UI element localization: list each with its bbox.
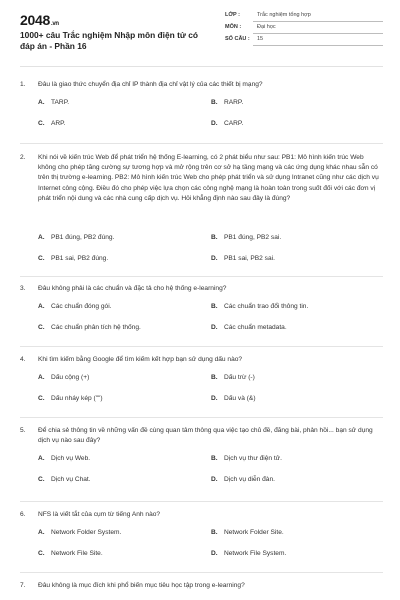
question-1: [20, 80, 383, 134]
option-text: CARP.: [224, 120, 244, 128]
option-text: TARP.: [51, 99, 70, 107]
option-letter: C.: [38, 395, 45, 403]
option-c[interactable]: [38, 475, 208, 485]
option-d[interactable]: [211, 254, 381, 264]
question-2: [20, 153, 383, 204]
question-divider: [20, 143, 383, 144]
option-text: Dịch vụ Web.: [51, 455, 91, 463]
option-text: PB1 sai, PB2 sai.: [224, 255, 275, 262]
info-panel: [223, 10, 383, 46]
option-text: PB1 đúng, PB2 sai.: [224, 234, 282, 241]
option-text: Network Folder System.: [51, 529, 122, 537]
info-key: MÔN :: [225, 24, 242, 30]
option-letter: B.: [211, 529, 218, 537]
option-text: Network File System.: [224, 550, 287, 558]
question-6: [20, 510, 383, 564]
option-c[interactable]: [38, 394, 208, 404]
option-text: Các chuẩn metadata.: [224, 324, 287, 332]
option-a[interactable]: [38, 373, 208, 383]
option-c[interactable]: [38, 254, 208, 264]
option-text: Các chuẩn đóng gói.: [51, 303, 112, 311]
question-divider: [20, 501, 383, 502]
question-header: [20, 581, 383, 591]
question-number: 6.: [20, 511, 26, 518]
info-row-class: [223, 10, 383, 22]
option-a[interactable]: [38, 454, 208, 464]
question-text: NFS là viết tắt của cụm từ tiếng Anh nào?: [38, 511, 161, 518]
option-letter: D.: [211, 395, 218, 403]
info-key: LỚP :: [225, 12, 240, 18]
option-letter: D.: [211, 120, 218, 128]
header-divider: [20, 66, 383, 67]
question-5: [20, 426, 383, 490]
option-text: ARP.: [51, 120, 66, 128]
option-text: Dịch vụ Chat.: [51, 476, 91, 484]
page-header: [0, 0, 400, 66]
option-d[interactable]: [211, 475, 381, 485]
question-divider: [20, 417, 383, 418]
option-text: Các chuẩn phân tích hệ thống.: [51, 324, 141, 332]
question-number: 4.: [20, 356, 26, 363]
option-letter: B.: [211, 234, 218, 241]
info-value: 15: [257, 36, 264, 42]
question-header: [20, 510, 383, 520]
option-b[interactable]: [211, 528, 381, 538]
question-number: 7.: [20, 582, 26, 589]
option-letter: C.: [38, 120, 45, 128]
option-c[interactable]: [38, 119, 208, 129]
option-letter: A.: [38, 303, 45, 311]
question-number: 2.: [20, 154, 26, 161]
answer-options: [20, 373, 383, 409]
option-text: PB1 sai, PB2 đúng.: [51, 255, 109, 262]
question-header: [20, 80, 383, 90]
option-c[interactable]: [38, 323, 208, 333]
option-b[interactable]: [211, 233, 381, 243]
option-letter: D.: [211, 476, 218, 484]
option-letter: C.: [38, 324, 45, 332]
logo-main: 2048: [20, 12, 50, 28]
document-title: 1000+ câu Trắc nghiệm Nhập môn điện tử có đáp án - Phần 16: [20, 30, 199, 51]
option-text: Dịch vụ diễn đàn.: [224, 476, 275, 484]
option-letter: C.: [38, 255, 45, 262]
question-header: [20, 355, 383, 365]
info-value: Trắc nghiệm tổng hợp: [257, 12, 311, 18]
option-text: PB1 đúng, PB2 đúng.: [51, 234, 115, 241]
question-number: 3.: [20, 285, 26, 292]
option-text: Dấu cộng (+): [51, 374, 90, 382]
option-d[interactable]: [211, 394, 381, 404]
question-divider: [20, 346, 383, 347]
option-letter: B.: [211, 455, 218, 463]
answer-options: [20, 98, 383, 134]
question-2-options: [20, 233, 383, 269]
answer-options: [20, 454, 383, 490]
option-d[interactable]: [211, 323, 381, 333]
option-text: RARP.: [224, 99, 244, 107]
option-text: Network File Site.: [51, 550, 103, 558]
option-b[interactable]: [211, 98, 381, 108]
option-letter: C.: [38, 476, 45, 484]
option-letter: B.: [211, 374, 218, 382]
option-letter: D.: [211, 255, 218, 262]
option-letter: A.: [38, 99, 45, 107]
answer-options: [20, 233, 383, 269]
question-4: [20, 355, 383, 409]
option-a[interactable]: [38, 302, 208, 312]
option-letter: D.: [211, 324, 218, 332]
answer-options: [20, 528, 383, 564]
question-3: [20, 284, 383, 338]
option-text: Network Folder Site.: [224, 529, 284, 537]
option-c[interactable]: [38, 549, 208, 559]
info-row-subject: [223, 22, 383, 34]
option-letter: A.: [38, 234, 45, 241]
option-b[interactable]: [211, 373, 381, 383]
logo-suffix: .vn: [50, 21, 59, 27]
option-d[interactable]: [211, 119, 381, 129]
option-a[interactable]: [38, 528, 208, 538]
option-text: Dấu nháy kép (""): [51, 395, 103, 403]
option-letter: A.: [38, 374, 45, 382]
option-letter: A.: [38, 455, 45, 463]
question-text: Đâu là giao thức chuyển địa chỉ IP thành địa chỉ vật lý của các thiết bị mạng?: [38, 81, 263, 88]
option-a[interactable]: [38, 233, 208, 243]
option-b[interactable]: [211, 302, 381, 312]
question-divider: [20, 276, 383, 277]
option-letter: A.: [38, 529, 45, 537]
option-a[interactable]: [38, 98, 208, 108]
question-text: Khi tìm kiếm bằng Google để tìm kiếm kết hợp bạn sử dụng dấu nào?: [38, 356, 243, 363]
site-logo[interactable]: [20, 12, 59, 28]
info-row-count: [223, 34, 383, 46]
option-letter: B.: [211, 303, 218, 311]
option-d[interactable]: [211, 549, 381, 559]
question-number: 1.: [20, 81, 26, 88]
question-header: [20, 153, 383, 204]
info-value: Đại học: [257, 24, 276, 30]
option-text: Dịch vụ thư điện tử.: [224, 455, 282, 463]
question-number: 5.: [20, 427, 26, 434]
question-divider: [20, 572, 383, 573]
question-text: Khi nói về kiến trúc Web để phát triển hệ thống E-learning, có 2 phát biểu như sau: PB1: Mô hình kiến trúc Web không cho phép tăng cường sự tương hợp và mở rộng trên cơ sở hạ tầng mạng và các ứng dụng khác nhau sẵn có trên thị trường e-learning. PB2: Mô hình kiến trúc Web cho phép phát triển và sử dụng Intranet cũng như các dịch vụ Internet công cộng. Điều đó cho phép việc lựa chọn các công nghệ mạng là hoàn toàn trong suốt đối với các đơn vị phát triển nội dung và các nhà cung cấp dịch vụ. Hỏi khẳng định nào sau đây là đúng?: [38, 154, 379, 202]
option-letter: C.: [38, 550, 45, 558]
option-text: Dấu trừ (-): [224, 374, 255, 382]
question-7: [20, 581, 383, 591]
question-text: Đâu không là mục đích khi phổ biến mục tiêu học tập trong e-learning?: [38, 582, 245, 589]
option-text: Dấu và (&): [224, 395, 256, 403]
option-text: Các chuẩn trao đổi thông tin.: [224, 303, 309, 311]
info-key: SỐ CÂU :: [225, 36, 250, 42]
option-b[interactable]: [211, 454, 381, 464]
info-underline: [253, 45, 383, 46]
question-text: Để chia sẻ thông tin về những vấn đề cùng quan tâm thông qua việc tạo chủ đề, đăng bài, phản hồi... bạn sử dụng dịch vụ nào sau đây?: [38, 427, 373, 445]
question-text: Đâu không phải là các chuẩn và đặc tả cho hệ thống e-learning?: [38, 285, 227, 292]
option-letter: B.: [211, 99, 218, 107]
option-letter: D.: [211, 550, 218, 558]
question-header: [20, 284, 383, 294]
answer-options: [20, 302, 383, 338]
question-header: [20, 426, 383, 446]
